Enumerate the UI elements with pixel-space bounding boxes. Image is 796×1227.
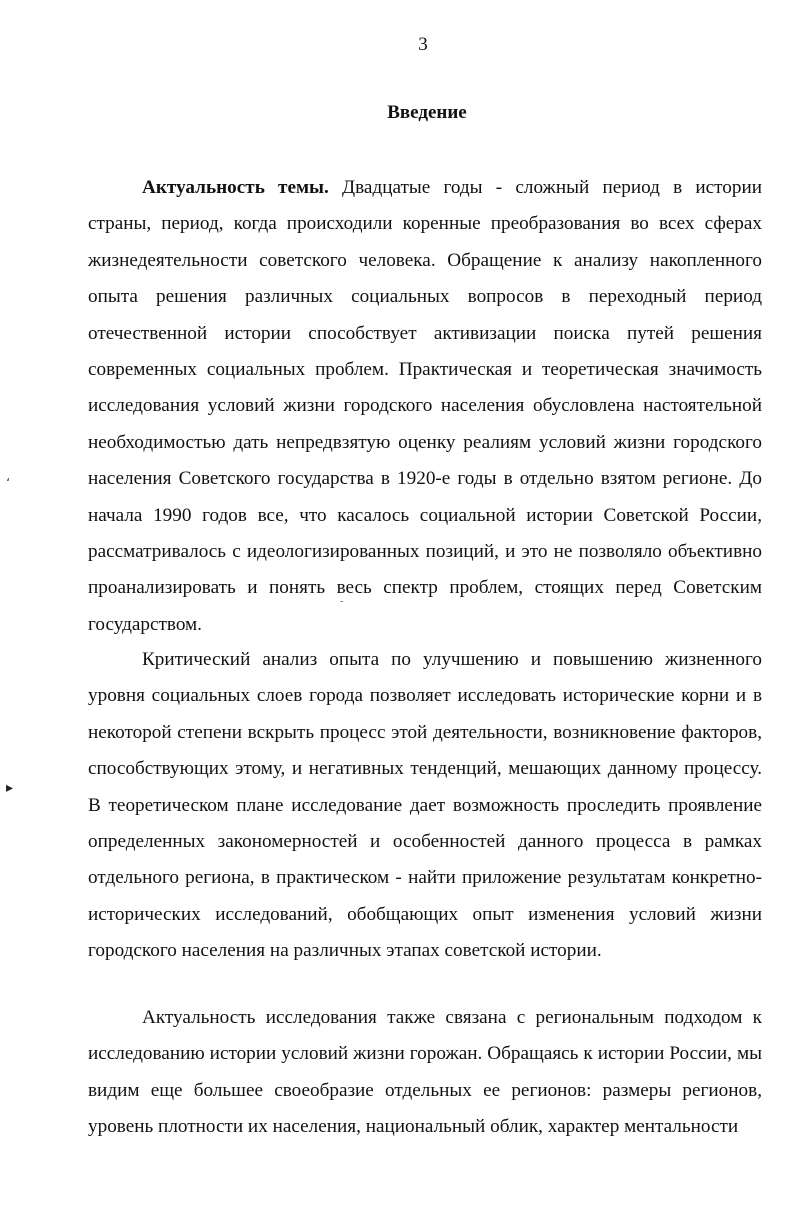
paragraph-text: Двадцатые годы - сложный период в истории страны, период, когда происходили коренные преобразования во всех сферах жизнедеятельности советского человека. Обращение к анализу накопленного опыта решения различных социальных вопросов в переходный период отечественной истории способствует активизации поиска путей решения современных социальных проблем. Практическая и теоретическая значимость исследования условий жизни городского населения обусловлена настоятельной необходимостью дать непредвзятую оценку реалиям условий жизни городского населения Советского государства в 1920-е годы в отдельно взятом регионе. До начала 1990 годов все, что касалось социальной истории Советской России, рассматривалось с идеологизированных позиций, и это не позволяло объективно проанализировать и понять весь спектр проблем, стоящих перед Советским государством. [88,177,762,635]
paragraph-text: Актуальность исследования также связана с региональным подходом к исследованию истории условий жизни горожан. Обращаясь к истории России, мы видим еще большее своеобразие отдельных ее регионов: размеры регионов, уровень плотности их населения, национальный облик, характер ментальности [88,1007,762,1138]
paragraph-3 [88,1000,762,1146]
paragraph-text: Критический анализ опыта по улучшению и повышению жизненного уровня социальных слоев города позволяет исследовать исторические корни и в некоторой степени вскрыть процесс этой деятельности, возникновение факторов, способствующих этому, и негативных тенденций, мешающих данному процессу. В теоретическом плане исследование дает возможность проследить проявление определенных закономерностей и особенностей данного процесса в рамках отдельного региона, в практическом - найти приложение результатам конкретно-исторических исследований, обобщающих опыт изменения условий жизни городского населения на различных этапах советской истории. [88,649,762,962]
margin-arrow-icon: ▸ [6,781,14,796]
paragraph-lead: Актуальность темы. [142,177,329,198]
paragraph-1 [88,170,762,643]
margin-mark: ، [6,470,10,484]
section-heading: Введение [387,102,467,123]
page-number: 3 [418,34,428,55]
paragraph-2 [88,642,762,970]
stray-mark: - [340,596,344,607]
